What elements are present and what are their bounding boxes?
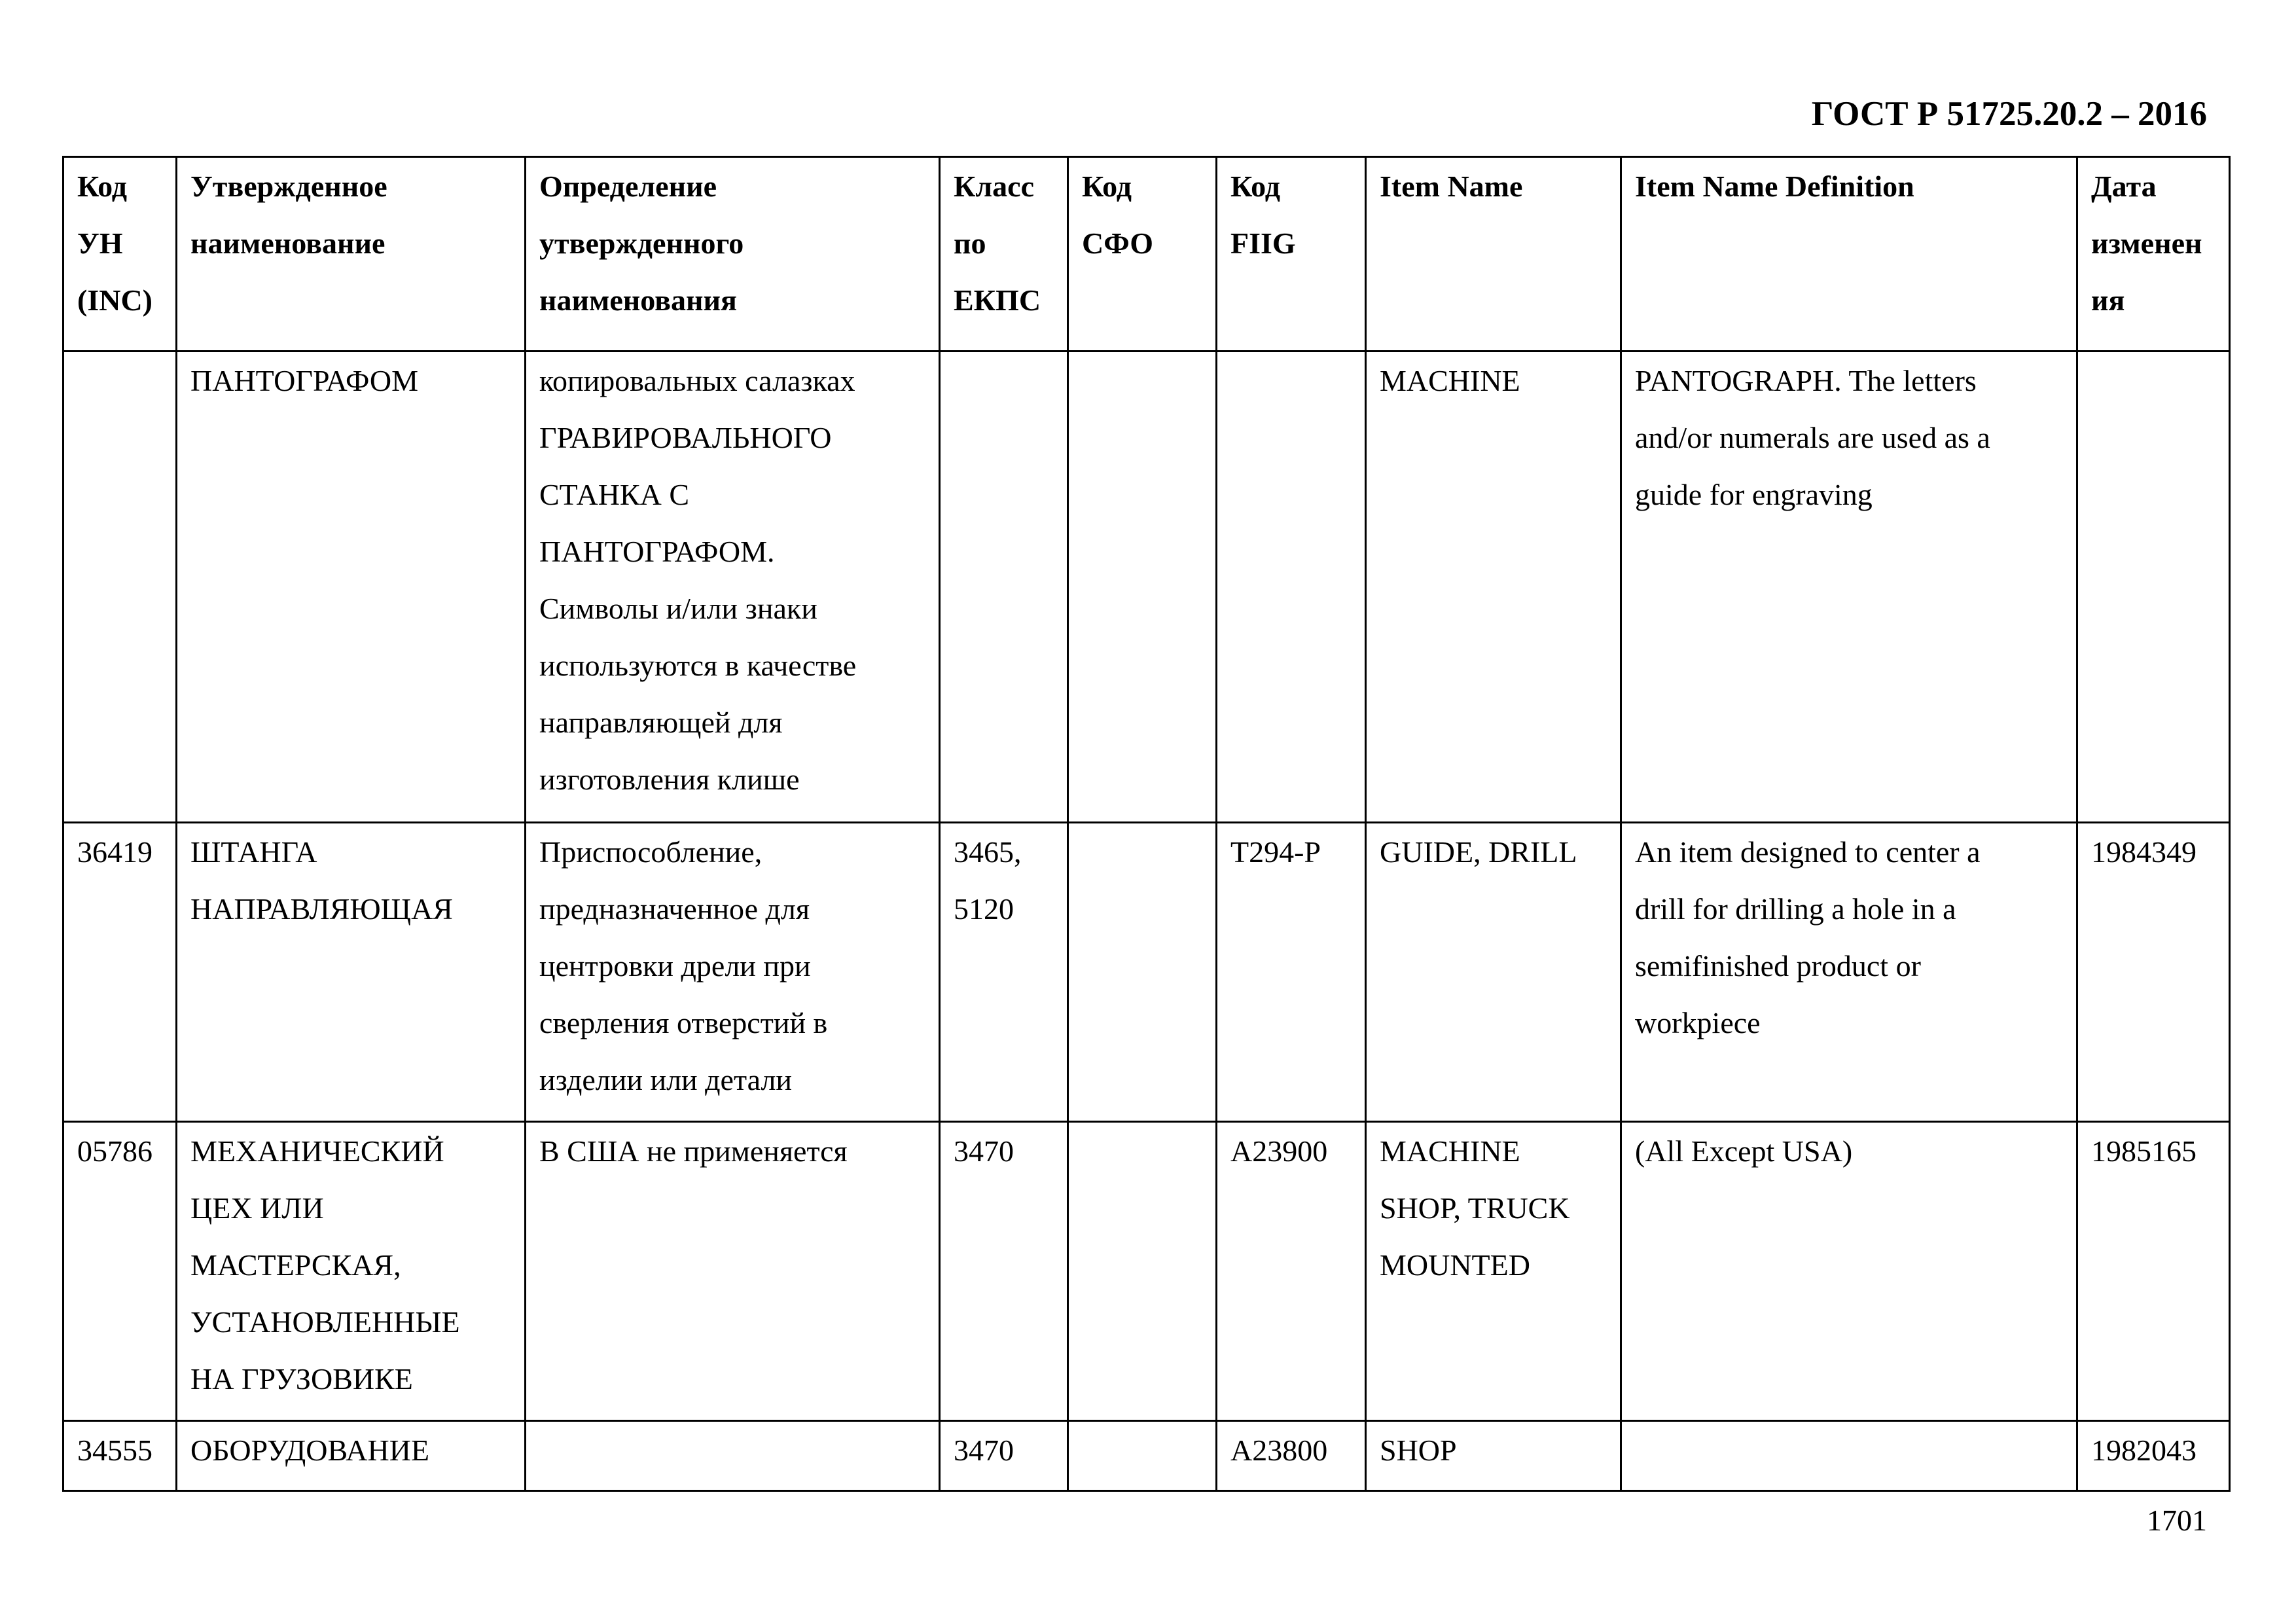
cell-text-line: центровки дрели при bbox=[539, 949, 811, 983]
cell-text-line: ия bbox=[2091, 283, 2125, 317]
header-fiig-code bbox=[1217, 157, 1366, 352]
table-header-row bbox=[63, 157, 2230, 352]
cell-text-line: Код bbox=[1082, 170, 1132, 203]
cell-class bbox=[940, 823, 1068, 1122]
cell-text-line: Item Name bbox=[1380, 170, 1523, 203]
cell-text-line: копировальных салазках bbox=[539, 364, 855, 397]
table-row bbox=[63, 1122, 2230, 1421]
document-title: ГОСТ Р 51725.20.2 – 2016 bbox=[1811, 95, 2207, 133]
cell-item-name-definition bbox=[1621, 352, 2077, 823]
cell-text-line: workpiece bbox=[1635, 1006, 1761, 1039]
cell-text-line: PANTOGRAPH. The letters bbox=[1635, 364, 1977, 397]
cell-text-line: изделии или детали bbox=[539, 1063, 793, 1096]
cell-inc-code bbox=[63, 1421, 177, 1491]
header-sfo-code bbox=[1068, 157, 1217, 352]
cell-class bbox=[940, 1122, 1068, 1421]
cell-text-line: УСТАНОВЛЕННЫЕ bbox=[190, 1305, 460, 1339]
page-number: 1701 bbox=[2147, 1504, 2207, 1537]
cell-text-line: MOUNTED bbox=[1380, 1248, 1530, 1282]
cell-text-line: утвержденного bbox=[539, 226, 744, 260]
cell-sfo-code bbox=[1068, 823, 1217, 1122]
cell-text-line: An item designed to center a bbox=[1635, 835, 1981, 869]
cell-item-name-definition bbox=[1621, 823, 2077, 1122]
header-item-name-definition bbox=[1621, 157, 2077, 352]
cell-text-line: (INC) bbox=[77, 283, 152, 317]
cell-text-line: направляющей для bbox=[539, 706, 783, 739]
cell-text-line: guide for engraving bbox=[1635, 478, 1873, 511]
cell-text-line: 1985165 bbox=[2091, 1134, 2197, 1168]
header-item-name bbox=[1366, 157, 1621, 352]
cell-text-line: НА ГРУЗОВИКЕ bbox=[190, 1362, 413, 1396]
cell-change-date bbox=[2077, 352, 2230, 823]
cell-item-name bbox=[1366, 823, 1621, 1122]
cell-text-line: MACHINE bbox=[1380, 1134, 1520, 1168]
cell-sfo-code bbox=[1068, 1122, 1217, 1421]
cell-text-line: Код bbox=[77, 170, 128, 203]
cell-text-line: сверления отверстий в bbox=[539, 1006, 828, 1039]
cell-text-line: SHOP bbox=[1380, 1434, 1457, 1467]
cell-text-line: 3470 bbox=[954, 1434, 1014, 1467]
cell-fiig-code bbox=[1217, 823, 1366, 1122]
cell-class bbox=[940, 352, 1068, 823]
cell-item-name-definition bbox=[1621, 1122, 2077, 1421]
table-row bbox=[63, 823, 2230, 1122]
cell-item-name bbox=[1366, 1122, 1621, 1421]
cell-text-line: СФО bbox=[1082, 226, 1154, 260]
table-body bbox=[63, 352, 2230, 1491]
cell-text-line: ЦЕХ ИЛИ bbox=[190, 1191, 324, 1225]
cell-text-line: 36419 bbox=[77, 835, 152, 869]
cell-text-line: изготовления клише bbox=[539, 763, 800, 796]
header-class bbox=[940, 157, 1068, 352]
cell-item-name bbox=[1366, 1421, 1621, 1491]
cell-text-line: Приспособление, bbox=[539, 835, 762, 869]
cell-name-definition bbox=[526, 1122, 940, 1421]
cell-text-line: Класс bbox=[954, 170, 1034, 203]
cell-text-line: используются в качестве bbox=[539, 649, 857, 682]
cell-text-line: Определение bbox=[539, 170, 717, 203]
cell-text-line: Item Name Definition bbox=[1635, 170, 1914, 203]
cell-text-line: FIIG bbox=[1230, 226, 1296, 260]
cell-text-line: наименование bbox=[190, 226, 386, 260]
cell-text-line: Символы и/или знаки bbox=[539, 592, 817, 625]
cell-text-line: ГРАВИРОВАЛЬНОГО bbox=[539, 421, 832, 454]
cell-text-line: 3465, bbox=[954, 835, 1022, 869]
cell-text-line: semifinished product or bbox=[1635, 949, 1921, 983]
header-change-date bbox=[2077, 157, 2230, 352]
header-approved-name bbox=[177, 157, 526, 352]
cell-class bbox=[940, 1421, 1068, 1491]
cell-approved-name bbox=[177, 1122, 526, 1421]
cell-text-line: предназначенное для bbox=[539, 892, 810, 926]
cell-text-line: ПАНТОГРАФОМ bbox=[190, 364, 419, 397]
cell-change-date bbox=[2077, 1122, 2230, 1421]
cell-inc-code bbox=[63, 823, 177, 1122]
cell-text-line: Утвержденное bbox=[190, 170, 387, 203]
cell-fiig-code bbox=[1217, 1122, 1366, 1421]
cell-fiig-code bbox=[1217, 352, 1366, 823]
cell-sfo-code bbox=[1068, 352, 1217, 823]
cell-text-line: 1982043 bbox=[2091, 1434, 2197, 1467]
cell-change-date bbox=[2077, 1421, 2230, 1491]
cell-name-definition bbox=[526, 1421, 940, 1491]
cell-text-line: 3470 bbox=[954, 1134, 1014, 1168]
cell-text-line: Код bbox=[1230, 170, 1281, 203]
cell-text-line: T294-P bbox=[1230, 835, 1321, 869]
cell-item-name-definition bbox=[1621, 1421, 2077, 1491]
cell-approved-name bbox=[177, 352, 526, 823]
cell-text-line: 5120 bbox=[954, 892, 1014, 926]
cell-text-line: ОБОРУДОВАНИЕ bbox=[190, 1434, 430, 1467]
cell-inc-code bbox=[63, 352, 177, 823]
cell-text-line: ШТАНГА bbox=[190, 835, 317, 869]
item-name-table bbox=[62, 156, 2231, 1492]
cell-name-definition bbox=[526, 823, 940, 1122]
cell-item-name bbox=[1366, 352, 1621, 823]
cell-fiig-code bbox=[1217, 1421, 1366, 1491]
cell-text-line: MACHINE bbox=[1380, 364, 1520, 397]
cell-inc-code bbox=[63, 1122, 177, 1421]
cell-text-line: ПАНТОГРАФОМ. bbox=[539, 535, 775, 568]
header-name-definition bbox=[526, 157, 940, 352]
cell-text-line: A23800 bbox=[1230, 1434, 1328, 1467]
table-row bbox=[63, 1421, 2230, 1491]
cell-text-line: and/or numerals are used as a bbox=[1635, 421, 1990, 454]
cell-text-line: 05786 bbox=[77, 1134, 152, 1168]
cell-text-line: наименования bbox=[539, 283, 737, 317]
cell-text-line: по bbox=[954, 226, 986, 260]
cell-text-line: 34555 bbox=[77, 1434, 152, 1467]
cell-name-definition bbox=[526, 352, 940, 823]
cell-approved-name bbox=[177, 823, 526, 1122]
header-inc-code bbox=[63, 157, 177, 352]
cell-text-line: ЕКПС bbox=[954, 283, 1041, 317]
cell-text-line: В США не применяется bbox=[539, 1134, 848, 1168]
cell-text-line: СТАНКА С bbox=[539, 478, 690, 511]
cell-text-line: SHOP, TRUCK bbox=[1380, 1191, 1570, 1225]
cell-change-date bbox=[2077, 823, 2230, 1122]
cell-text-line: НАПРАВЛЯЮЩАЯ bbox=[190, 892, 453, 926]
cell-text-line: (All Except USA) bbox=[1635, 1134, 1853, 1168]
cell-text-line: drill for drilling a hole in a bbox=[1635, 892, 1956, 926]
cell-approved-name bbox=[177, 1421, 526, 1491]
cell-text-line: 1984349 bbox=[2091, 835, 2197, 869]
cell-text-line: изменен bbox=[2091, 226, 2202, 260]
cell-text-line: Дата bbox=[2091, 170, 2157, 203]
table-row bbox=[63, 352, 2230, 823]
cell-text-line: МАСТЕРСКАЯ, bbox=[190, 1248, 401, 1282]
cell-sfo-code bbox=[1068, 1421, 1217, 1491]
cell-text-line: МЕХАНИЧЕСКИЙ bbox=[190, 1134, 444, 1168]
cell-text-line: GUIDE, DRILL bbox=[1380, 835, 1577, 869]
cell-text-line: A23900 bbox=[1230, 1134, 1328, 1168]
cell-text-line: УН bbox=[77, 226, 123, 260]
